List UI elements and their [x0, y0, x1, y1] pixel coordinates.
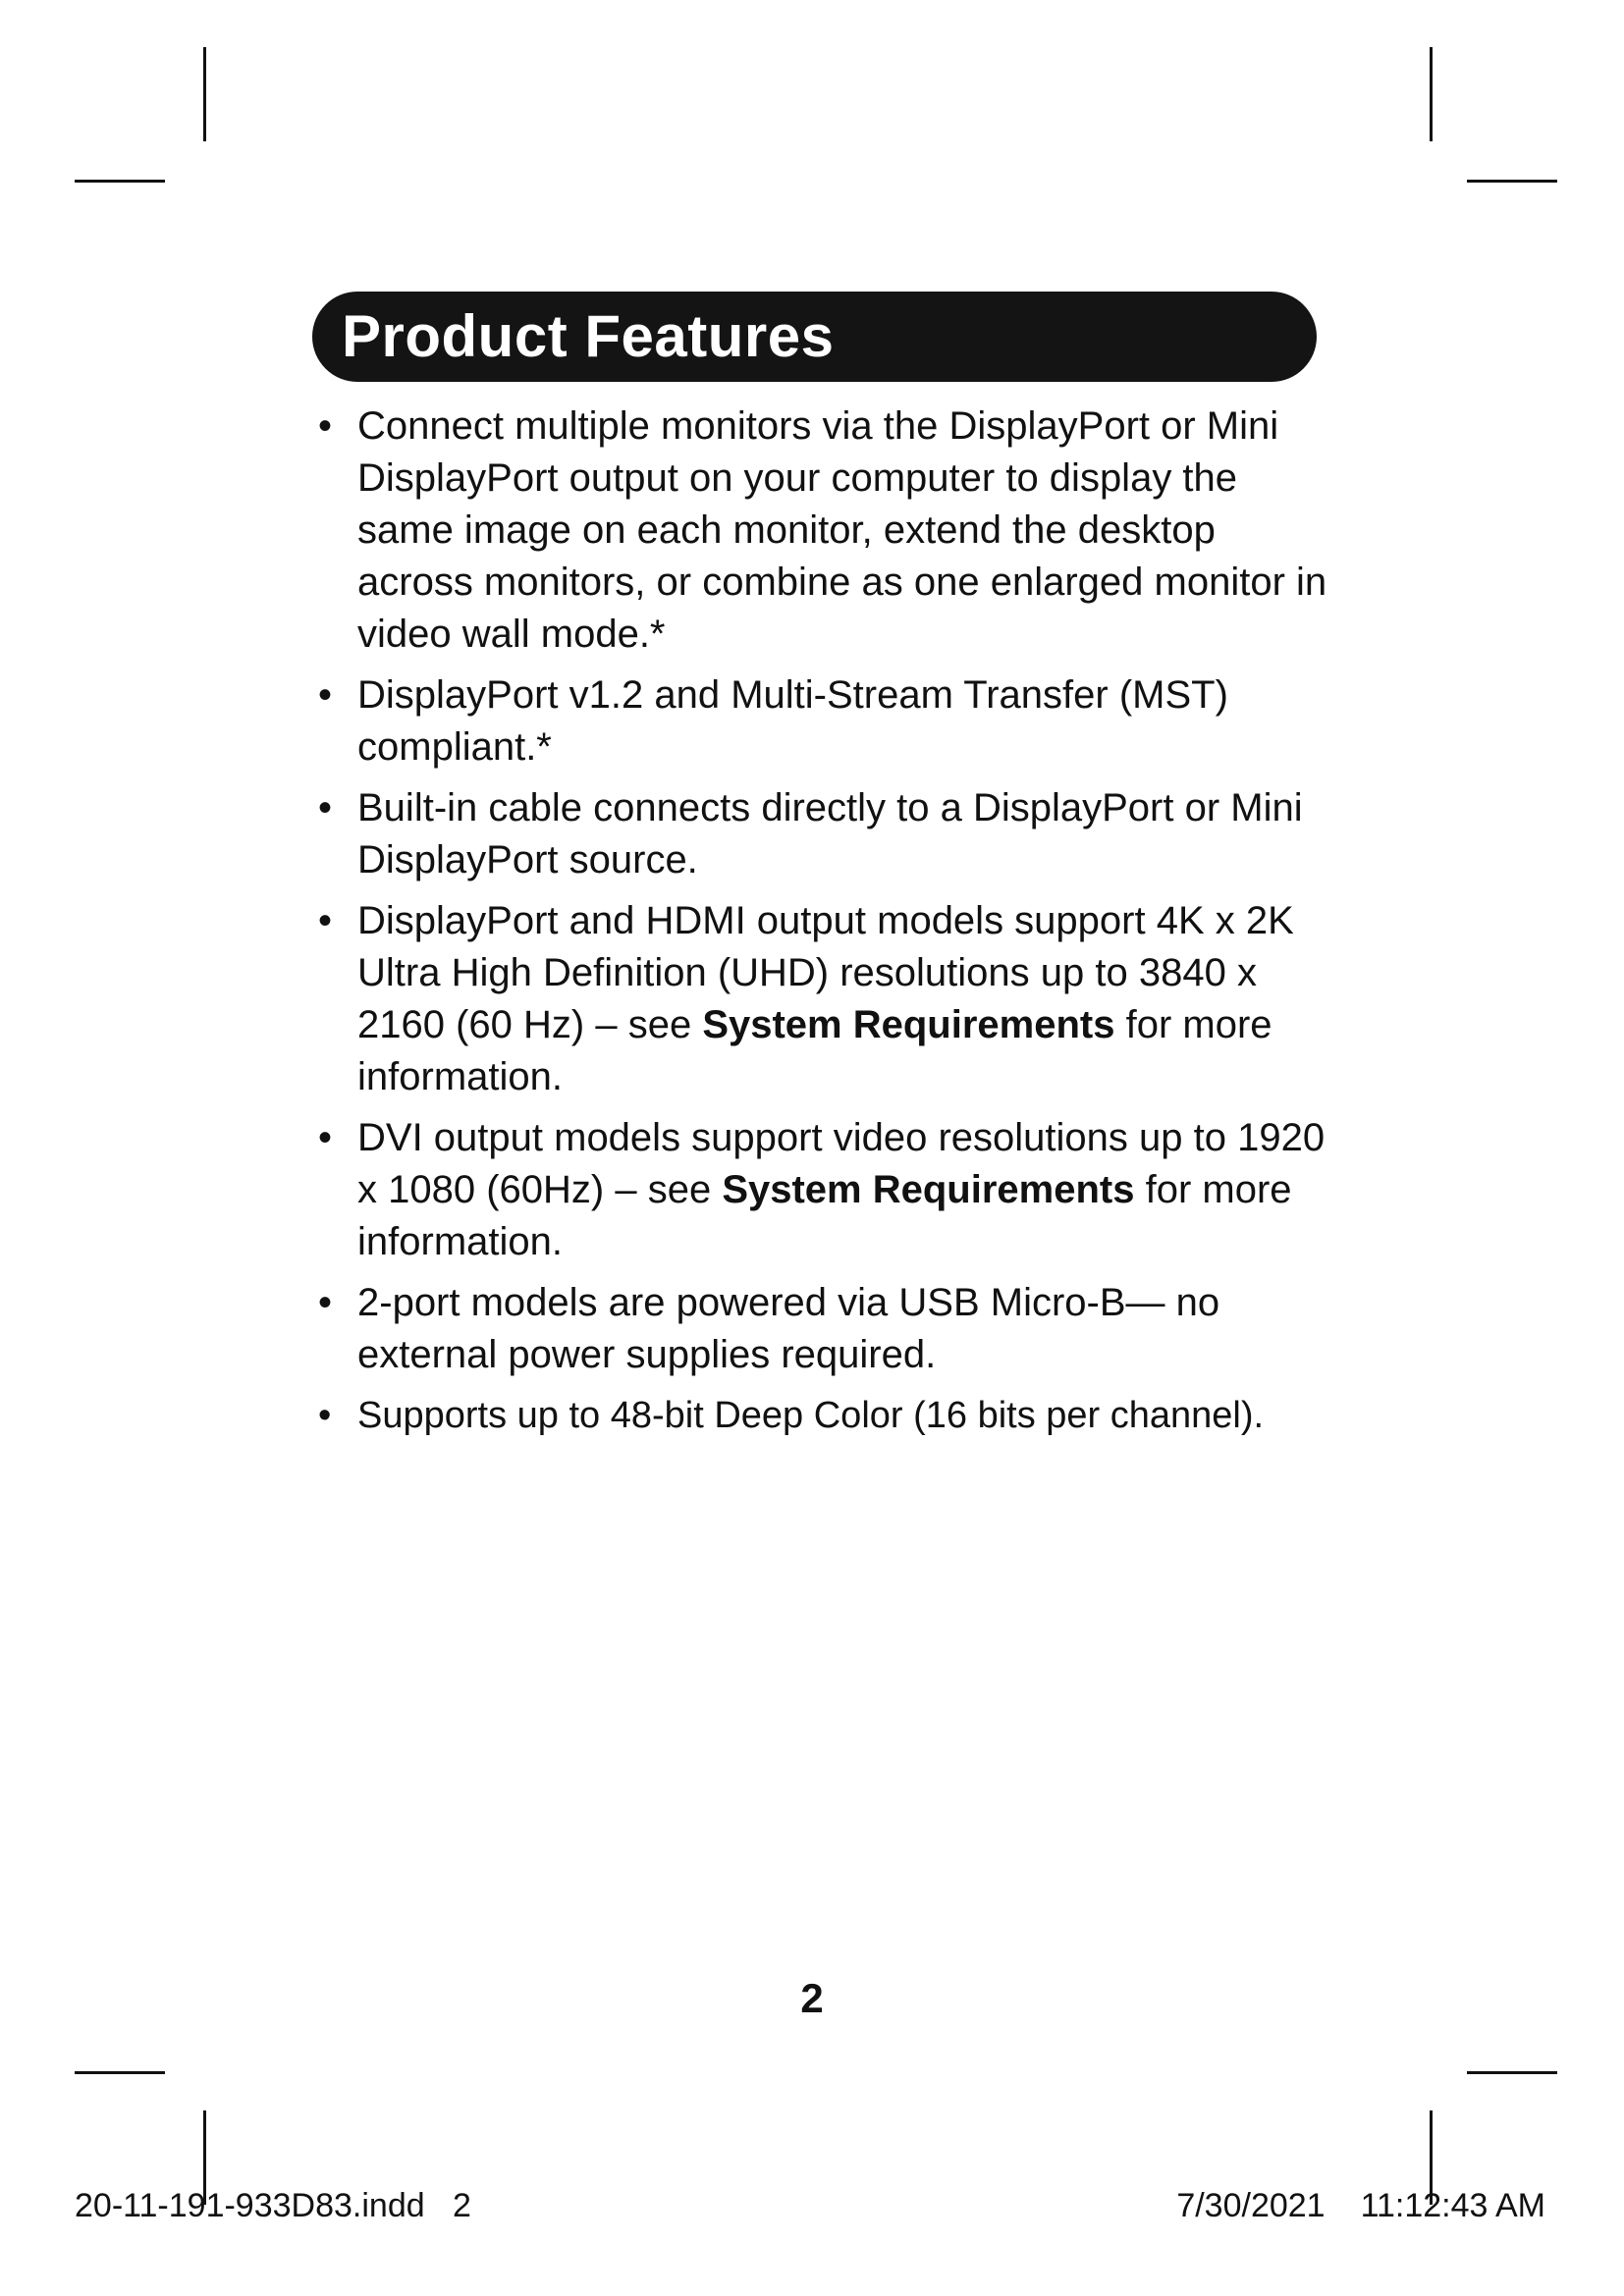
system-requirements-reference: System Requirements: [722, 1168, 1135, 1211]
feature-item: [314, 782, 1335, 886]
bullet-icon: •: [318, 1281, 333, 1324]
system-requirements-reference: System Requirements: [702, 1003, 1115, 1046]
crop-mark-bottom-right-horizontal: [1467, 2071, 1557, 2074]
feature-text-tail: for more information.: [357, 1168, 1292, 1263]
feature-item: [314, 1112, 1335, 1268]
bullet-icon: •: [318, 786, 333, 829]
page-number: 2: [800, 1975, 824, 2021]
feature-list: [314, 400, 1335, 1451]
section-header-bar: [312, 292, 1317, 382]
feature-text: 2-port models are powered via USB Micro-B— no external power supplies required.: [357, 1281, 1220, 1376]
feature-item: [314, 895, 1335, 1103]
bullet-icon: •: [318, 899, 333, 942]
bullet-icon: •: [318, 673, 333, 717]
footer-timestamp: [1176, 2187, 1545, 2225]
feature-text-tail: for more information.: [357, 1003, 1272, 1098]
feature-text: DisplayPort v1.2 and Multi-Stream Transfer (MST) compliant.*: [357, 673, 1228, 769]
feature-text-lead: DVI output models support video resolutions up to 1920 x 1080 (60Hz) – see: [357, 1116, 1326, 1211]
crop-mark-top-left-horizontal: [75, 180, 165, 183]
section-title: Product Features: [342, 303, 835, 369]
crop-mark-bottom-left-horizontal: [75, 2071, 165, 2074]
crop-mark-top-right-horizontal: [1467, 180, 1557, 183]
crop-mark-top-left-vertical: [203, 47, 206, 141]
feature-text-lead: DisplayPort and HDMI output models support 4K x 2K Ultra High Definition (UHD) resolutions up to 3840 x 2160 (60 Hz) – see: [357, 899, 1294, 1046]
feature-text: Built-in cable connects directly to a DisplayPort or Mini DisplayPort source.: [357, 786, 1303, 881]
feature-text: Supports up to 48-bit Deep Color (16 bits per channel).: [357, 1395, 1265, 1436]
bullet-icon: •: [318, 1395, 332, 1436]
bullet-icon: •: [318, 404, 333, 448]
feature-item: [314, 1390, 1335, 1442]
crop-mark-top-right-vertical: [1430, 47, 1433, 141]
footer-date: 7/30/2021: [1176, 2187, 1326, 2224]
footer-file-slug: 20-11-191-933D83.indd 2: [75, 2187, 471, 2224]
footer-time: 11:12:43 AM: [1360, 2187, 1545, 2224]
bullet-icon: •: [318, 1116, 333, 1159]
feature-item: [314, 1277, 1335, 1381]
feature-item: [314, 669, 1335, 774]
feature-item: [314, 400, 1335, 661]
feature-text: [357, 1116, 1325, 1263]
feature-text: Connect multiple monitors via the DisplayPort or Mini DisplayPort output on your computer to display the same image on each monitor, extend the desktop across monitors, or combine as one enlarged monitor in video wall mode.*: [357, 404, 1327, 656]
feature-text: [357, 899, 1294, 1098]
